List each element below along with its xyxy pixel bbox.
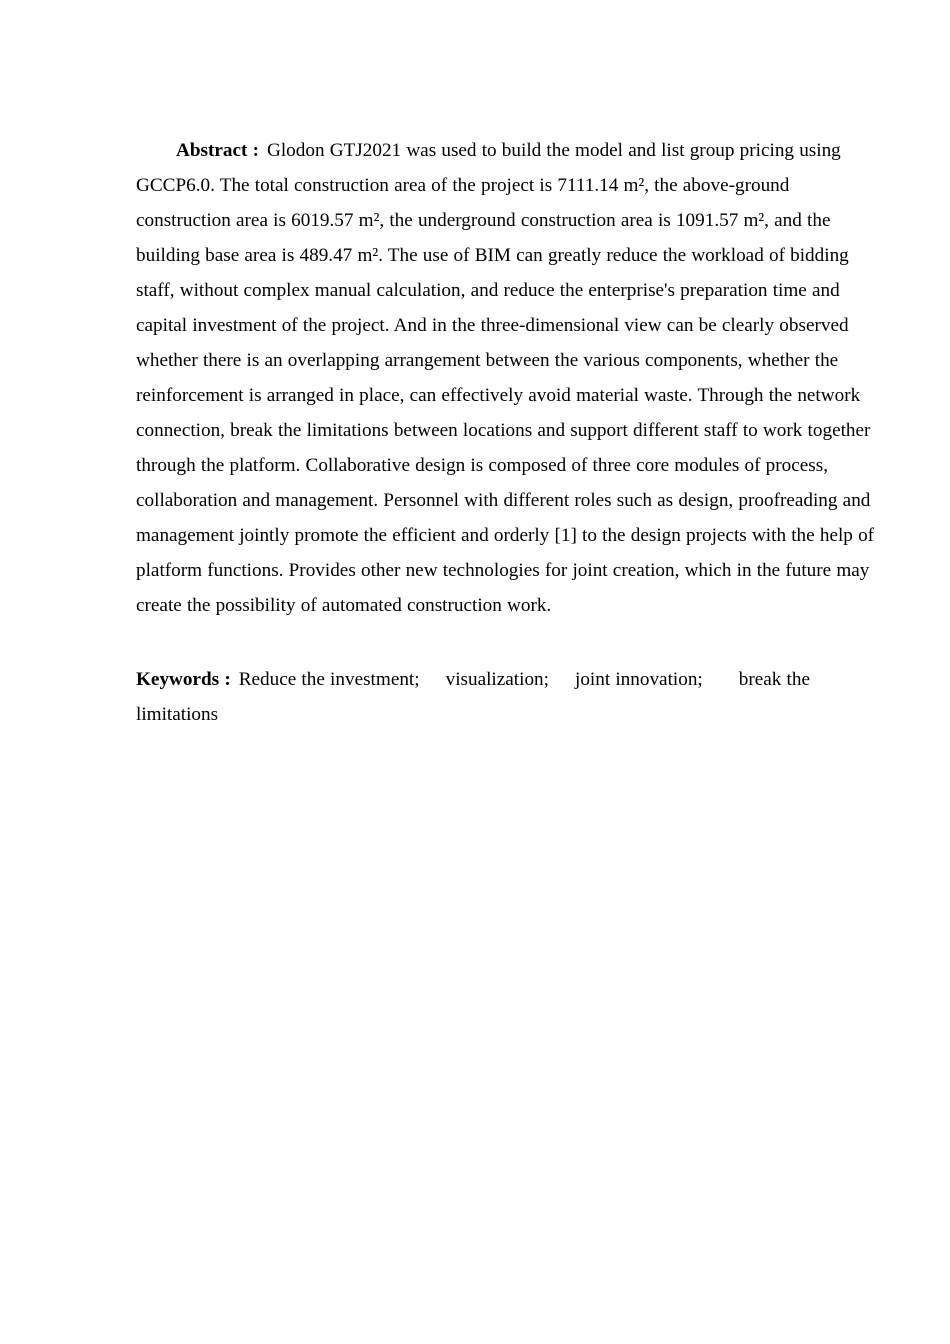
keyword-item-4: break the limitations [136,669,810,725]
keywords-label: Keywords : [136,669,231,690]
keywords-paragraph [136,662,888,732]
keyword-item-1: Reduce the investment; [238,669,420,690]
abstract-text: Glodon GTJ2021 was used to build the model and list group pricing using GCCP6.0. The total construction area of the project is 7111.14 m², the above-ground construction area is 6019.57 m², the underground construction area is 1091.57 m², and the building base area is 489.47 m². The use of BIM can greatly reduce the workload of bidding staff, without complex manual calculation, and reduce the enterprise's preparation time and capital investment of the project. And in the three-dimensional view can be clearly observed whether there is an overlapping arrangement between the various components, whether the reinforcement is arranged in place, can effectively avoid material waste. Through the network connection, break the limitations between locations and support different staff to work together through the platform. Collaborative design is composed of three core modules of process, collaboration and management. Personnel with different roles such as design, proofreading and management jointly promote the efficient and orderly [1] to the design projects with the help of platform functions. Provides other new technologies for joint creation, which in the future may create the possibility of automated construction work. [136,140,875,616]
abstract-paragraph [136,133,888,623]
page-content [136,133,888,732]
keyword-item-3: joint innovation; [574,669,703,690]
abstract-label: Abstract : [176,140,259,161]
keyword-item-2: visualization; [445,669,549,690]
